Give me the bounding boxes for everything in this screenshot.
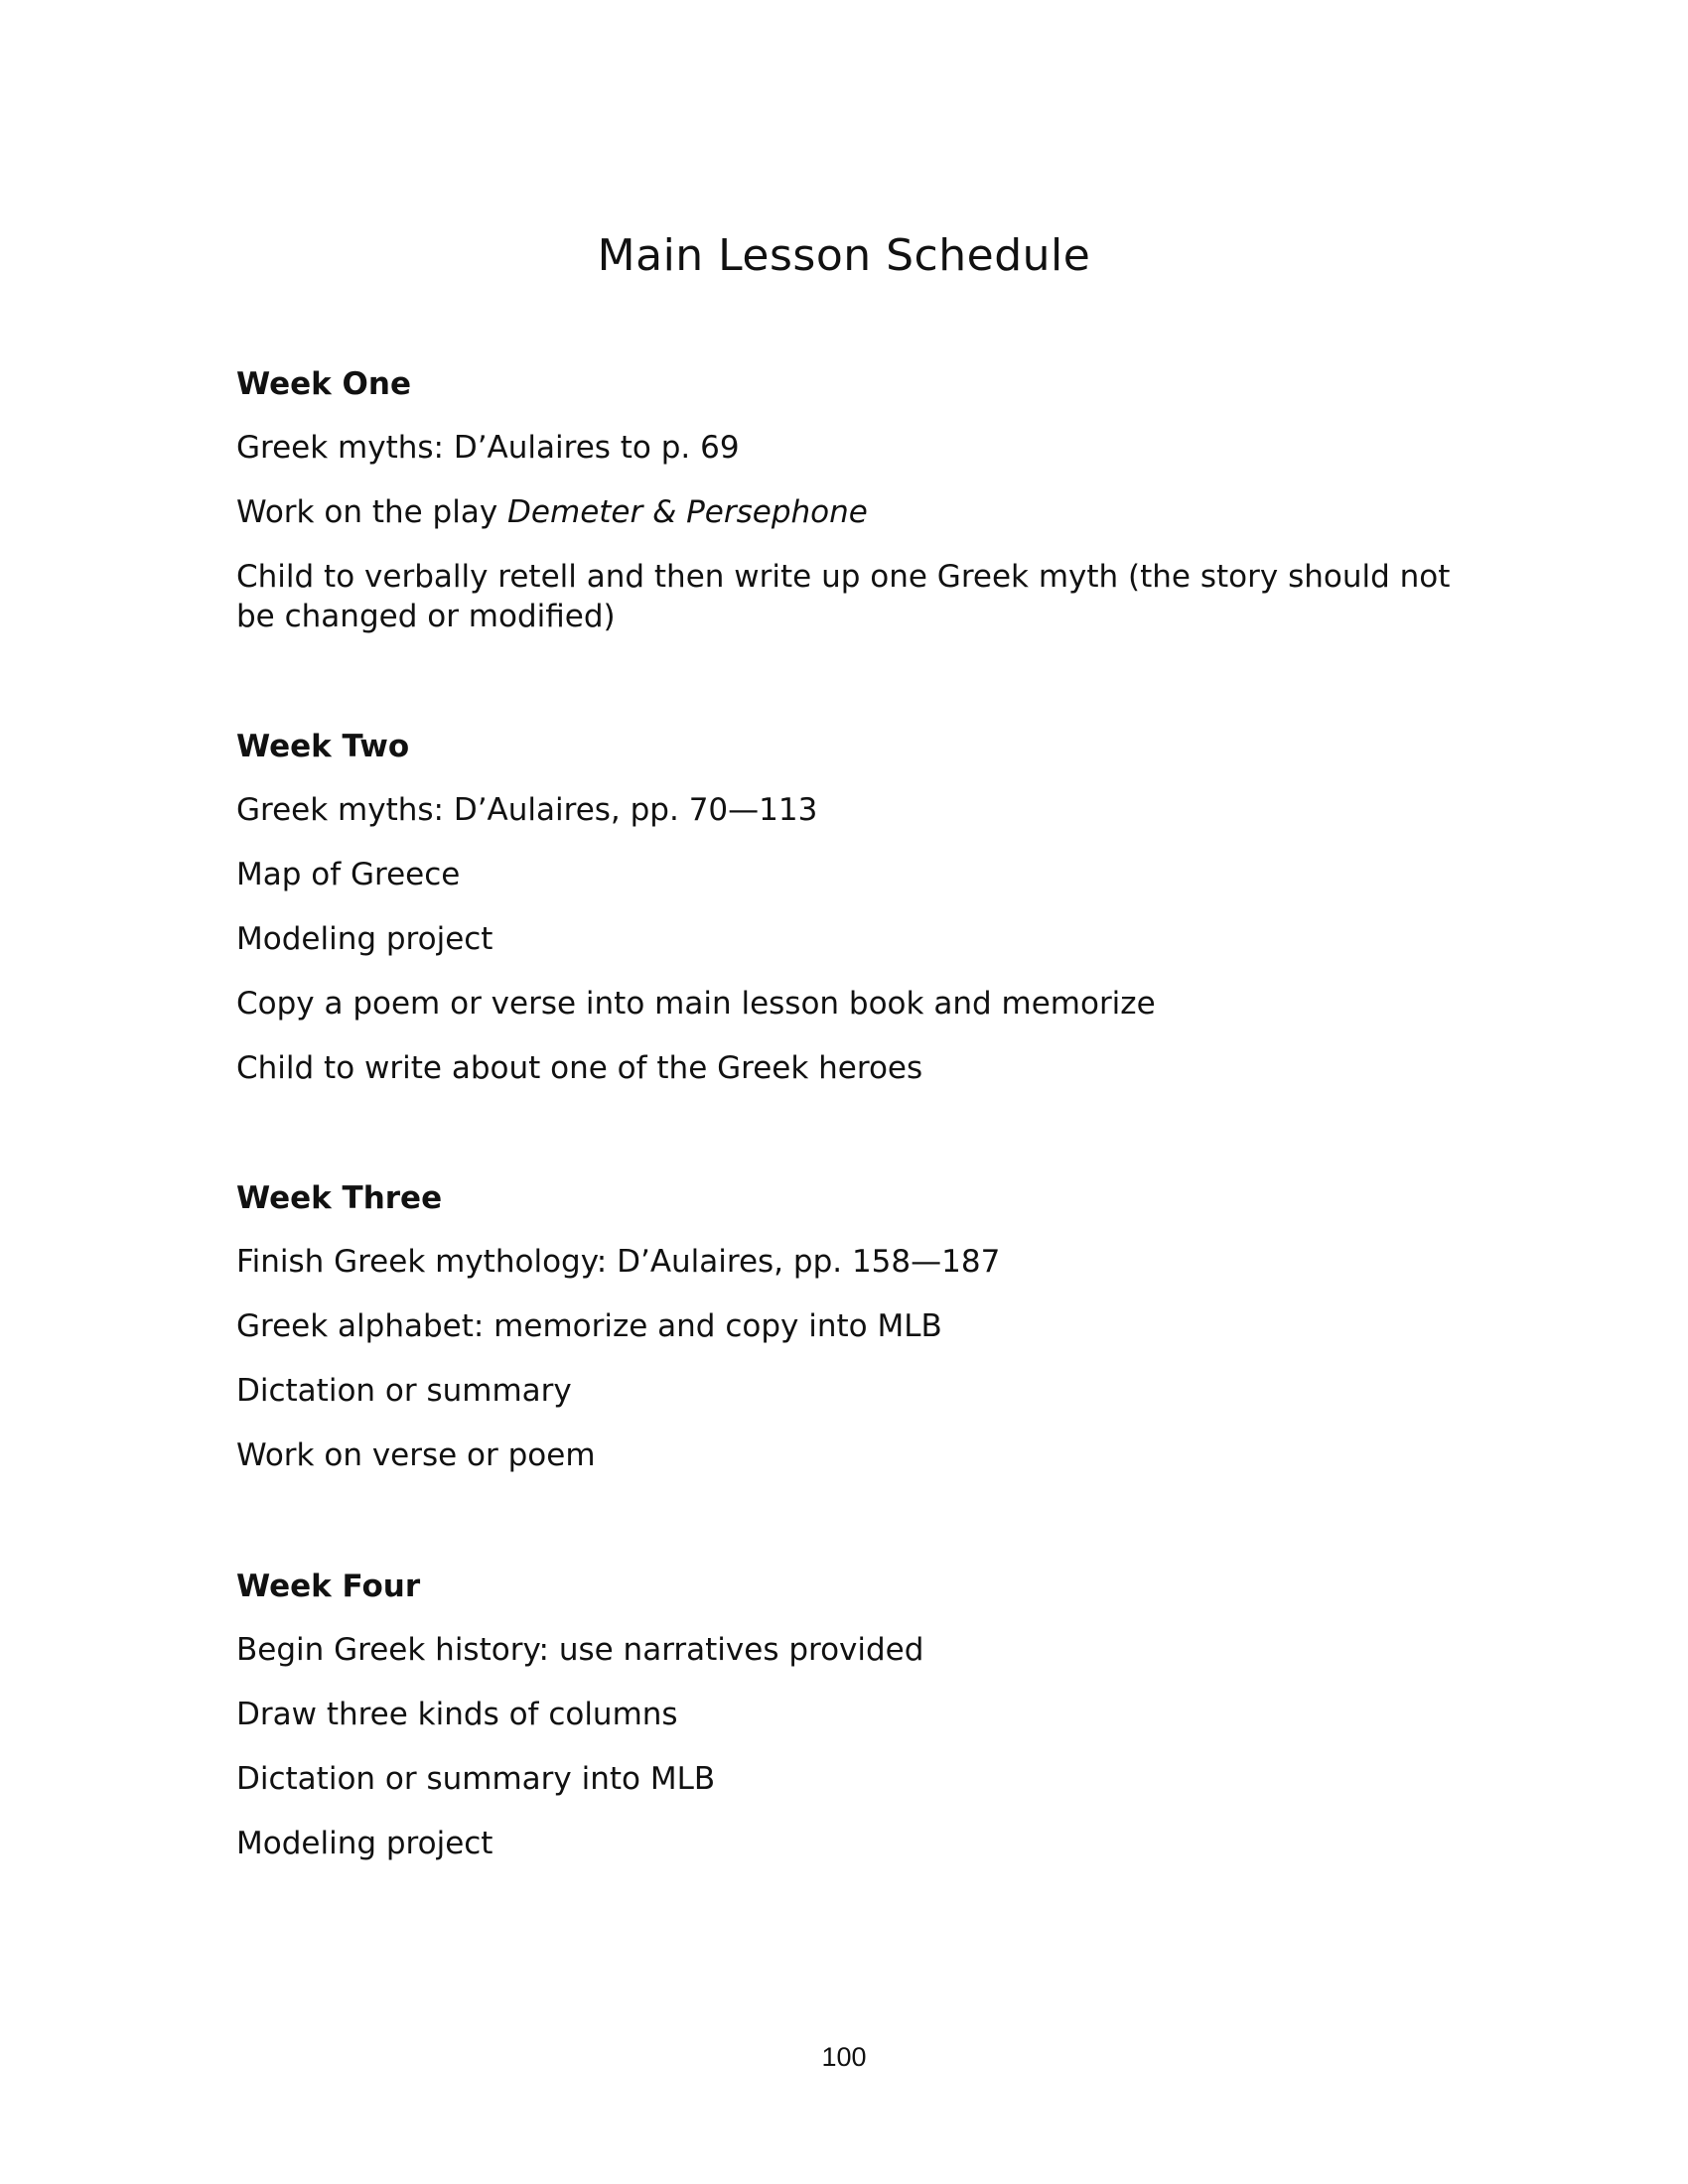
list-item: Greek myths: D’Aulaires to p. 69 — [236, 430, 740, 466]
week-heading: Week One — [236, 366, 411, 402]
list-item: Dictation or summary — [236, 1373, 572, 1409]
list-item: Draw three kinds of columns — [236, 1697, 678, 1732]
week-item-list — [236, 428, 1468, 636]
week-heading: Week Two — [236, 729, 410, 764]
week-section-one — [236, 364, 1468, 636]
week-section-four — [236, 1567, 1468, 1863]
page-number: 100 — [821, 2042, 867, 2072]
play-title: Demeter & Persephone — [507, 494, 868, 530]
list-item: Dictation or summary into MLB — [236, 1761, 716, 1797]
list-item: Child to verbally retell and then write up one Greek myth (the story should not be changed or modified) — [236, 559, 1451, 634]
list-item: Greek myths: D’Aulaires, pp. 70—113 — [236, 792, 818, 828]
week-item-list — [236, 1242, 1468, 1475]
list-item: Modeling project — [236, 921, 493, 957]
list-item: Modeling project — [236, 1826, 493, 1861]
list-item: Work on the play Demeter & Persephone — [236, 494, 868, 530]
week-section-two — [236, 727, 1468, 1088]
list-item: Begin Greek history: use narratives provided — [236, 1632, 924, 1668]
week-section-three — [236, 1178, 1468, 1475]
list-item: Copy a poem or verse into main lesson book and memorize — [236, 986, 1156, 1022]
list-item: Greek alphabet: memorize and copy into MLB — [236, 1308, 942, 1344]
week-item-list — [236, 1630, 1468, 1863]
page-title: Main Lesson Schedule — [597, 230, 1091, 281]
list-item: Map of Greece — [236, 857, 461, 892]
list-item: Finish Greek mythology: D’Aulaires, pp. 158—187 — [236, 1244, 1001, 1280]
list-item: Work on verse or poem — [236, 1437, 596, 1473]
list-item: Child to write about one of the Greek heroes — [236, 1050, 923, 1086]
week-item-list — [236, 790, 1468, 1088]
week-heading: Week Three — [236, 1180, 443, 1216]
week-heading: Week Four — [236, 1569, 421, 1604]
